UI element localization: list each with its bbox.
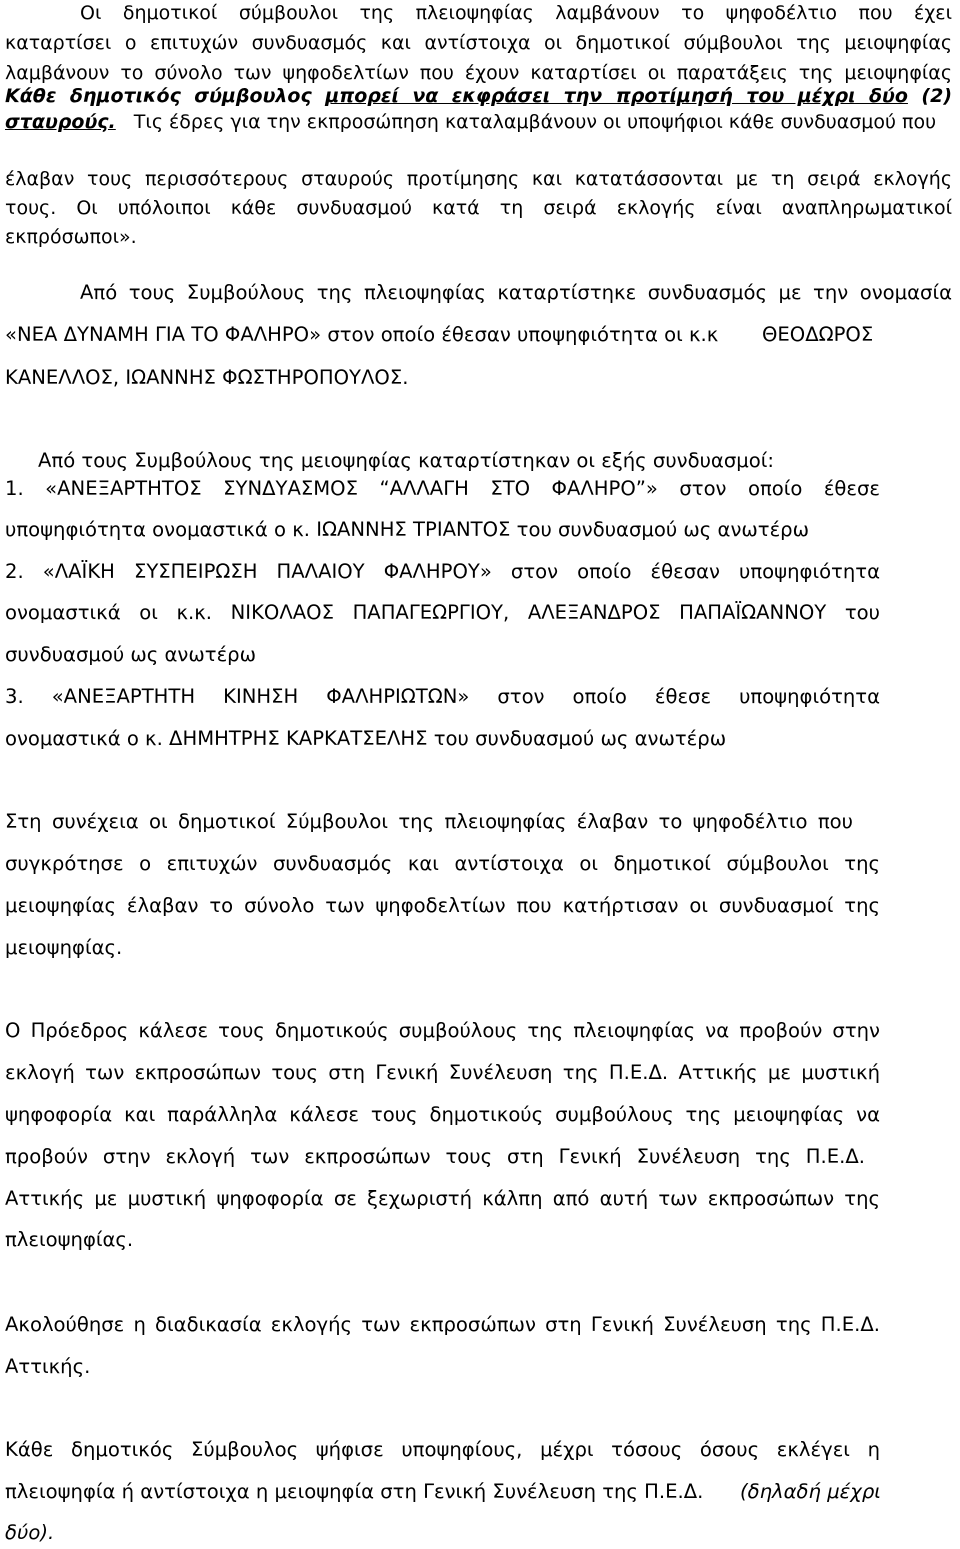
p7-line-3: δύο). xyxy=(5,1521,55,1544)
p1-line-6: έλαβαν τους περισσότερους σταυρούς προτίμησης και κατατάσσονται με τη σειρά εκλογής xyxy=(5,168,952,190)
p3-intro: Από τους Συμβούλους της μειοψηφίας καταρτίστηκαν οι εξής συνδυασμοί: xyxy=(38,449,774,472)
p2-line-2b: ΘΕΟΔΩΡΟΣ xyxy=(762,323,874,346)
p2-line-2 xyxy=(5,323,952,346)
p7-line-2a: πλειοψηφία ή αντίστοιχα η μειοψηφία στη Γενική Συνέλευση της Π.Ε.Δ. xyxy=(5,1480,704,1503)
p3-item2-line-3: συνδυασμού ως ανωτέρω xyxy=(5,643,257,666)
p7-line-2b: (δηλαδή μέχρι xyxy=(740,1480,881,1503)
p1-line-7: τους. Οι υπόλοιποι κάθε συνδυασμού κατά τη σειρά εκλογής είναι αναπληρωματικοί xyxy=(5,197,952,219)
p1-line-1: Οι δημοτικοί σύμβουλοι της πλειοψηφίας λαμβάνουν το ψηφοδέλτιο που έχει xyxy=(80,2,952,24)
p3-item1-line-1: 1. «ΑΝΕΞΑΡΤΗΤΟΣ ΣΥΝΔΥΑΣΜΟΣ “ΑΛΛΑΓΗ ΣΤΟ ΦΑΛΗΡΟ”» στον οποίο έθεσε xyxy=(5,477,880,500)
p3-item2-line-1: 2. «ΛΑΪΚΗ ΣΥΣΠΕΙΡΩΣΗ ΠΑΛΑΙΟΥ ΦΑΛΗΡΟΥ» στον οποίο έθεσαν υποψηφιότητα xyxy=(5,560,880,583)
p1-line-3: λαμβάνουν το σύνολο των ψηφοδελτίων που έχουν καταρτίσει οι παρατάξεις της μειοψηφίας xyxy=(5,62,952,84)
p1-line-4-emphasis xyxy=(5,85,952,107)
p3-item2-line-2: ονομαστικά οι κ.κ. ΝΙΚΟΛΑΟΣ ΠΑΠΑΓΕΩΡΓΙΟΥ, ΑΛΕΞΑΝΔΡΟΣ ΠΑΠΑΪΩΑΝΝΟΥ του xyxy=(5,601,880,624)
p3-item3-line-1: 3. «ΑΝΕΞΑΡΤΗΤΗ ΚΙΝΗΣΗ ΦΑΛΗΡΙΩΤΩΝ» στον οποίο έθεσε υποψηφιότητα xyxy=(5,685,880,708)
p2-line-2a: «ΝΕΑ ΔΥΝΑΜΗ ΓΙΑ ΤΟ ΦΑΛΗΡΟ» στον οποίο έθεσαν υποψηφιότητα οι κ.κ xyxy=(5,323,719,346)
p2-line-3: ΚΑΝΕΛΛΟΣ, ΙΩΑΝΝΗΣ ΦΩΣΤΗΡΟΠΟΥΛΟΣ. xyxy=(5,366,409,389)
p4-line-4: μειοψηφίας. xyxy=(5,936,123,959)
p1-line-4-underlined: μπορεί να εκφράσει την προτίμησή του μέχρι δύο xyxy=(325,85,908,107)
p5-line-5: Αττικής με μυστική ψηφοφορία σε ξεχωριστή κάλπη από αυτή των εκπροσώπων της xyxy=(5,1187,880,1210)
p1-line-4-pre: Κάθε δημοτικός σύμβουλος xyxy=(5,85,326,107)
p2-line-1: Από τους Συμβούλους της πλειοψηφίας καταρτίστηκε συνδυασμός με την ονομασία xyxy=(80,281,952,304)
p1-line-5-bold: σταυρούς. xyxy=(5,111,116,133)
p1-line-5-rest: Τις έδρες για την εκπροσώπηση καταλαμβάνουν οι υποψήφιοι κάθε συνδυασμού που xyxy=(133,111,937,133)
p6-line-1: Ακολούθησε η διαδικασία εκλογής των εκπροσώπων στη Γενική Συνέλευση της Π.Ε.Δ. xyxy=(5,1313,880,1336)
p1-line-4-post: (2) xyxy=(907,85,952,107)
p7-line-1: Κάθε δημοτικός Σύμβουλος ψήφισε υποψηφίους, μέχρι τόσους όσους εκλέγει η xyxy=(5,1438,880,1461)
p5-line-1: Ο Πρόεδρος κάλεσε τους δημοτικούς συμβούλους της πλειοψηφίας να προβούν στην xyxy=(5,1019,880,1042)
p5-line-2: εκλογή των εκπροσώπων τους στη Γενική Συνέλευση της Π.Ε.Δ. Αττικής με μυστική xyxy=(5,1061,880,1084)
p1-line-5 xyxy=(5,111,952,133)
p7-line-2 xyxy=(5,1480,952,1503)
p1-line-2: καταρτίσει ο επιτυχών συνδυασμός και αντίστοιχα οι δημοτικοί σύμβουλοι της μειοψηφίας xyxy=(5,32,952,54)
p4-line-1: Στη συνέχεια οι δημοτικοί Σύμβουλοι της πλειοψηφίας έλαβαν το ψηφοδέλτιο που xyxy=(5,810,853,833)
p5-line-6: πλειοψηφίας. xyxy=(5,1228,134,1251)
p3-item1-line-2: υποψηφιότητα ονομαστικά ο κ. ΙΩΑΝΝΗΣ ΤΡΙΑΝΤΟΣ του συνδυασμού ως ανωτέρω xyxy=(5,518,810,541)
p1-line-8: εκπρόσωποι». xyxy=(5,226,137,248)
p4-line-2: συγκρότησε ο επιτυχών συνδυασμός και αντίστοιχα οι δημοτικοί σύμβουλοι της xyxy=(5,852,880,875)
p4-line-3: μειοψηφίας έλαβαν το σύνολο των ψηφοδελτίων που κατήρτισαν οι συνδυασμοί της xyxy=(5,894,880,917)
p3-item3-line-2: ονομαστικά ο κ. ΔΗΜΗΤΡΗΣ ΚΑΡΚΑΤΣΕΛΗΣ του συνδυασμού ως ανωτέρω xyxy=(5,727,727,750)
p6-line-2: Αττικής. xyxy=(5,1355,91,1378)
p5-line-3: ψηφοφορία και παράλληλα κάλεσε τους δημοτικούς συμβούλους της μειοψηφίας να xyxy=(5,1103,880,1126)
p5-line-4: προβούν στην εκλογή των εκπροσώπων τους στη Γενική Συνέλευση της Π.Ε.Δ. xyxy=(5,1145,865,1168)
